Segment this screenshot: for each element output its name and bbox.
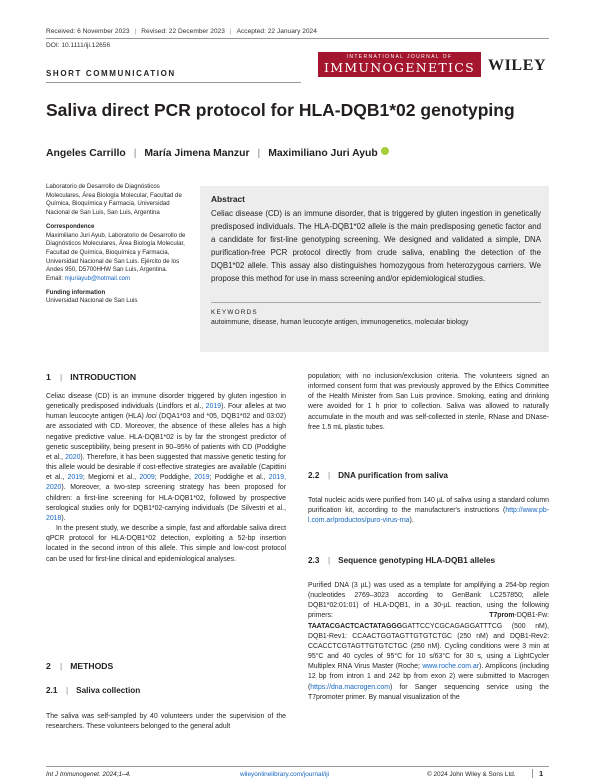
- author-list: Angeles Carrillo | María Jimena Manzur | Maximiliano Juri Ayub: [46, 147, 389, 159]
- section-heading-introduction: 1 | INTRODUCTION: [46, 372, 137, 382]
- revised-date: Revised: 22 December 2023: [141, 28, 225, 35]
- citation-link[interactable]: 2019: [67, 474, 83, 482]
- affiliation-column: [46, 183, 194, 306]
- introduction-body: [46, 392, 286, 565]
- saliva-collection-text-cont: population; with no inclusion/exclusion criteria. The volunteers signed an informed consent form that was previously approved by the Ethics Committee of the Health Minister from San Luis province. Smoking, eating and drinking were avoided for 1 h prior to collection. Saliva was allowed to naturally accumulate in the mouth and was self-collected in sterile, RNase and DNase-free 1.5 mL plastic tubes.: [308, 373, 549, 431]
- email-link[interactable]: mjuriayub@hotmail.com: [64, 275, 131, 283]
- article-type: SHORT COMMUNICATION: [46, 69, 176, 78]
- paragraph: Celiac disease (CD) is an immune disorder triggered by gluten ingestion in genetically predisposed individuals (Lindfors et al., 2019). Four alleles at two human leucocyte antigen (HLA) loci (DQA1*03 and *05, DQB1*02 and 03:02) are associated with CD. Moreover, the absence of these alleles has a high negative predictive value. HLA-DQB1*02 is by far the strongest predictor of genetic susceptibility, being present in 90–95% of patients with CD (Poddighe et al., 2020). Therefore, it has been suggested that massive genetic testing for this allele would be desirable if cost-effective strategies are available (Capittini et al., 2019; Megiorni et al., 2009; Poddighe, 2019; Poddighe et al., 2019, 2020). Moreover, a two-step screening strategy has been proposed for children: a first-line screening for HLA-DQB1*02, followed by prospective serological studies only for DQB1*02-carrying individuals (De Silvestri et al., 2018).: [46, 393, 287, 522]
- citation-link[interactable]: 2019, 2020: [46, 474, 286, 492]
- url-link[interactable]: https://dna.macrogen.com: [310, 683, 390, 691]
- author-name[interactable]: María Jimena Manzur: [144, 148, 250, 159]
- abstract-heading: Abstract: [211, 194, 245, 204]
- funding-heading: Funding information: [46, 288, 106, 296]
- funding-text: Universidad Nacional de San Luis: [46, 297, 138, 305]
- keywords-rule: [211, 302, 541, 303]
- footer-rule: [46, 766, 549, 767]
- received-date: Received: 6 November 2023: [46, 28, 130, 35]
- subsection-heading-dna-purification: 2.2 | DNA purification from saliva: [308, 471, 448, 480]
- footer-journal-link[interactable]: wileyonlinelibrary.com/journal/iji: [240, 771, 330, 778]
- keywords-heading: KEYWORDS: [211, 309, 258, 316]
- paragraph: In the present study, we describe a simple, fast and affordable saliva direct qPCR protocol for HLA-DQB1*02 detection, exploiting a 52-bp insertion located in the second intron of this allele. This simple and low-cost protocol can be used for first-line clinical and epidemiological analyses.: [46, 525, 286, 563]
- article-type-rule: [46, 82, 301, 83]
- author-name[interactable]: Angeles Carrillo: [46, 148, 126, 159]
- section-heading-methods: 2 | METHODS: [46, 661, 114, 671]
- url-link[interactable]: http://www.pb-l.com.ar/productos/puro-virus-rna: [308, 507, 549, 525]
- abstract-text: Celiac disease (CD) is an immune disorder, that is triggered by gluten ingestion in genetically predisposed individuals. The HLA-DQB1*02 allele is the main predisposing genetic factor and a candidate for first-line genotyping screening. We designed and validated a simple, DNA purification-free PCR protocol directly from crude saliva, enabling the detection of the DQB1*02 allele. This assay also distinguishes homozygous from heterozygous carriers. We propose this method for use in mass screening and/or epidemiological studies.: [211, 209, 541, 283]
- citation-link[interactable]: 2018: [46, 514, 62, 522]
- subsection-heading-sequence-genotyping: 2.3 | Sequence genotyping HLA-DQB1 alleles: [308, 556, 496, 565]
- journal-logo[interactable]: [318, 52, 481, 77]
- citation-link[interactable]: 2020: [65, 453, 81, 461]
- abstract-box: [200, 186, 549, 352]
- author-name[interactable]: Maximiliano Juri Ayub: [268, 148, 378, 159]
- journal-logo-name: IMMUNOGENETICS: [323, 60, 476, 75]
- keywords-text: autoimmune, disease, human leucocyte antigen, immunogenetics, molecular biology: [211, 319, 469, 326]
- article-dates: Received: 6 November 2023 | Revised: 22 December 2023 | Accepted: 22 January 2024: [46, 28, 317, 35]
- header-rule: [46, 38, 549, 39]
- correspondence-heading: Correspondence: [46, 222, 95, 230]
- citation-link[interactable]: 2019: [194, 474, 210, 482]
- affiliation-text: Laboratorio de Desarrollo de Diagnósticos Moleculares, Área Biología Molecular, Facultad de Química, Bioquímica y Farmacia, Universidad Nacional de San Luis, San Luis, Argentina: [46, 183, 182, 217]
- page-number: 1: [532, 769, 543, 778]
- citation-link[interactable]: 2009: [139, 474, 155, 482]
- url-link[interactable]: www.roche.com.ar: [422, 663, 479, 671]
- subsection-heading-saliva-collection: 2.1 | Saliva collection: [46, 686, 141, 695]
- correspondence-text: Maximiliano Juri Ayub, Laboratorio de Desarrollo de Diagnósticos Moleculares, Área Biología Molecular, Facultad de Química, Bioquímica y Farmacia, Universidad Nacional de San Luis. Ejército de los Andes 950, D5700HHW San Luis, Argentina. Email: mjuriayub@hotmail.com: [46, 231, 186, 283]
- footer-citation: Int J Immunogenet. 2024;1–4.: [46, 771, 131, 778]
- doi[interactable]: DOI: 10.1111/iji.12656: [46, 42, 111, 49]
- dna-purification-text: Total nucleic acids were purified from 140 µL of saliva using a standard column purification kit, according to the manufacturer's instructions (http://www.pb-l.com.ar/productos/puro-virus-rna).: [308, 497, 549, 525]
- orcid-icon[interactable]: [381, 147, 389, 155]
- article-title: Saliva direct PCR protocol for HLA-DQB1*02 genotyping: [46, 100, 515, 120]
- journal-logo-small: INTERNATIONAL JOURNAL OF: [346, 54, 453, 60]
- footer-copyright: © 2024 John Wiley & Sons Ltd.: [427, 771, 516, 778]
- saliva-collection-text: The saliva was self-sampled by 40 volunteers under the supervision of the researchers. These volunteers belonged to the general adult: [46, 713, 286, 731]
- publisher-logo[interactable]: WILEY: [488, 57, 547, 74]
- accepted-date: Accepted: 22 January 2024: [236, 28, 317, 35]
- sequence-genotyping-text: Purified DNA (3 µL) was used as a template for amplifying a 254-bp region (nucleotides 2769–3023 according to GenBank LC257850; allele DQB1*02:01:01) of HLA-DQB1, in a 30-µL reaction, using the following primers: T7prom-DQB1-Fw: TAATACGACTCACTATAGGGGATTCCYCGCAGAGGATTTCG (500 nM), DQB1-Rev1: CCAACTGGTAGTTGTGTCTGC (250 nM) and DQB1-Rev2: CCACCTCGTAGTTGTGTCTGC (250 nM). Cycling conditions were 3 min at 95°C and 40 cycles of 95°C for 10 s/63°C for 30 s, using a LightCycler Multiplex RNA Virus Master (Roche; www.roche.com.ar). Amplicons (including 12 bp from intron 1 and 242 bp from exon 2) were submitted to Macrogen (https://dna.macrogen.com) for Sanger sequencing service using the T7promoter primer. By manual visualization of the: [308, 582, 549, 701]
- citation-link[interactable]: 2019: [205, 403, 222, 411]
